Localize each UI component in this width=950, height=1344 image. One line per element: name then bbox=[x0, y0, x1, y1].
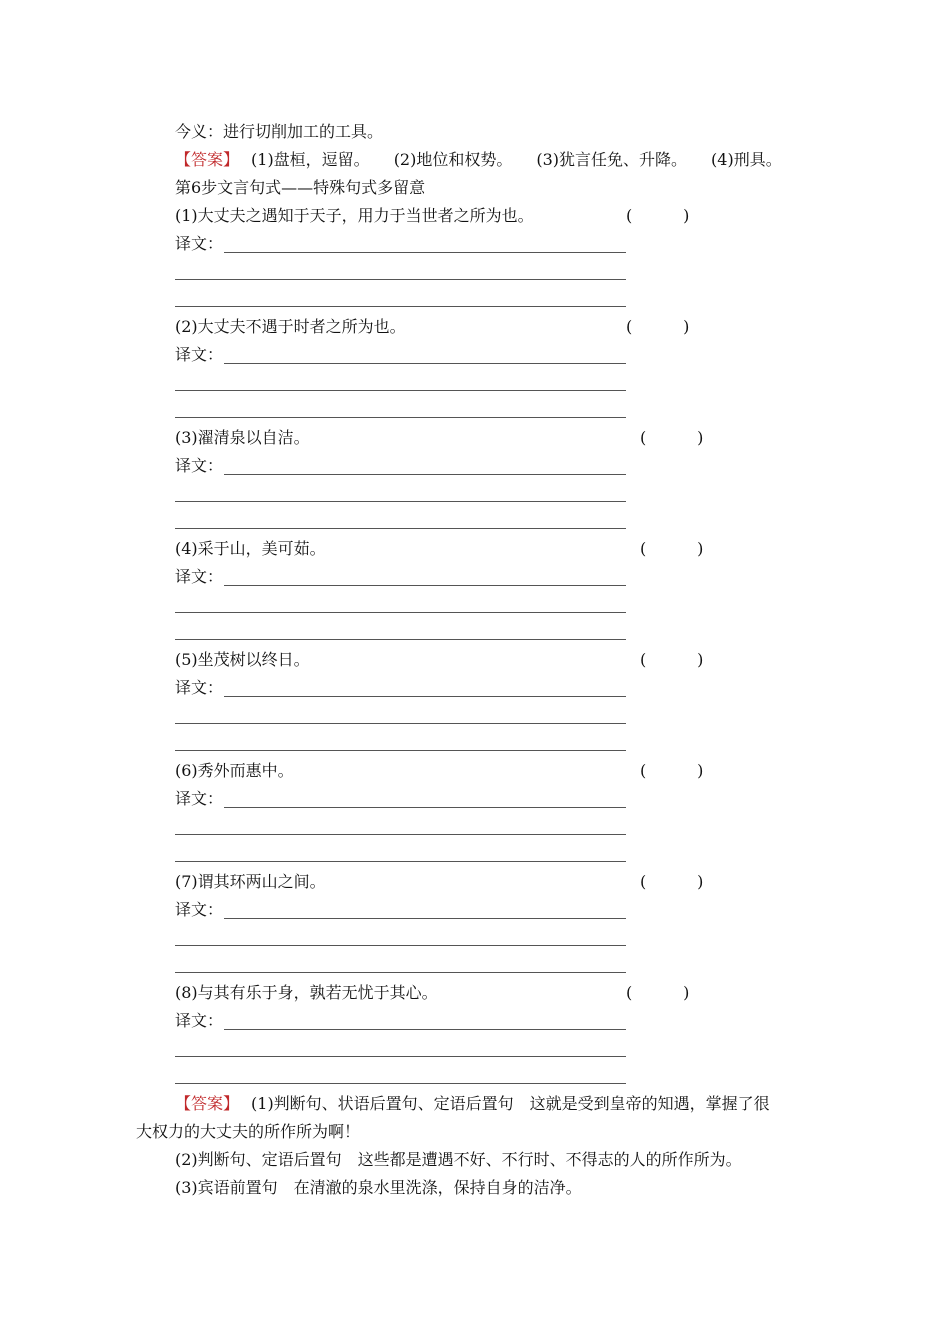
translate-label: 译文： bbox=[175, 678, 224, 697]
answer-item: (4)刑具。 bbox=[711, 150, 782, 169]
translation-line[interactable] bbox=[175, 861, 626, 862]
answer-block-2-line-3: (2)判断句、定语后置句 这些都是遭遇不好、不行时、不得志的人的所作所为。 bbox=[175, 1150, 742, 1169]
answer-item: (1)盘桓，逗留。 bbox=[251, 150, 370, 169]
translation-line[interactable] bbox=[175, 750, 626, 751]
translation-line[interactable] bbox=[175, 1083, 626, 1084]
question-4-text: (4)采于山，美可茹。 bbox=[175, 539, 326, 558]
question-6-answer-blank[interactable]: ( ) bbox=[640, 761, 704, 780]
question-8-text: (8)与其有乐于身，孰若无忧于其心。 bbox=[175, 983, 438, 1002]
translate-label: 译文： bbox=[175, 456, 224, 475]
translation-line[interactable] bbox=[175, 612, 626, 613]
translation-line[interactable] bbox=[224, 1029, 626, 1030]
answer-tag: 【答案】 bbox=[175, 150, 240, 169]
translation-line[interactable] bbox=[175, 417, 626, 418]
translation-line[interactable] bbox=[175, 834, 626, 835]
translate-label: 译文： bbox=[175, 900, 224, 919]
translation-line[interactable] bbox=[224, 474, 626, 475]
question-7-text: (7)谓其环两山之间。 bbox=[175, 872, 326, 891]
translate-label: 译文： bbox=[175, 234, 224, 253]
question-1-text: (1)大丈夫之遇知于天子，用力于当世者之所为也。 bbox=[175, 206, 534, 225]
answer-text: (1)判断句、状语后置句、定语后置句 这就是受到皇帝的知遇，掌握了很 bbox=[251, 1094, 770, 1113]
translation-line[interactable] bbox=[175, 945, 626, 946]
question-7-answer-blank[interactable]: ( ) bbox=[640, 872, 704, 891]
section-title: 第6步文言句式——特殊句式多留意 bbox=[175, 178, 426, 197]
translation-line[interactable] bbox=[175, 1056, 626, 1057]
intro-line: 今义：进行切削加工的工具。 bbox=[175, 122, 384, 141]
translation-line[interactable] bbox=[224, 585, 626, 586]
translation-line[interactable] bbox=[175, 306, 626, 307]
question-1-answer-blank[interactable]: ( ) bbox=[626, 206, 690, 225]
answer-block-2-line-2: 大权力的大丈夫的所作所为啊！ bbox=[136, 1122, 361, 1141]
translation-line[interactable] bbox=[175, 639, 626, 640]
translate-label: 译文： bbox=[175, 789, 224, 808]
translation-line[interactable] bbox=[175, 279, 626, 280]
question-4-answer-blank[interactable]: ( ) bbox=[640, 539, 704, 558]
translation-line[interactable] bbox=[224, 363, 626, 364]
question-2-text: (2)大丈夫不遇于时者之所为也。 bbox=[175, 317, 406, 336]
answer-block-2-line-1 bbox=[175, 1094, 770, 1114]
answer-block-2-line-4: (3)宾语前置句 在清澈的泉水里洗涤，保持自身的洁净。 bbox=[175, 1178, 582, 1197]
question-2-answer-blank[interactable]: ( ) bbox=[626, 317, 690, 336]
translation-line[interactable] bbox=[175, 723, 626, 724]
answer-item: (2)地位和权势。 bbox=[393, 150, 513, 169]
translation-line[interactable] bbox=[224, 918, 626, 919]
question-3-text: (3)濯清泉以自洁。 bbox=[175, 428, 310, 447]
question-6-text: (6)秀外而惠中。 bbox=[175, 761, 294, 780]
translation-line[interactable] bbox=[224, 696, 626, 697]
translate-label: 译文： bbox=[175, 1011, 224, 1030]
question-3-answer-blank[interactable]: ( ) bbox=[640, 428, 704, 447]
translation-line[interactable] bbox=[175, 528, 626, 529]
translate-label: 译文： bbox=[175, 567, 224, 586]
answer-block-1 bbox=[175, 150, 782, 170]
translation-line[interactable] bbox=[224, 807, 626, 808]
translate-label: 译文： bbox=[175, 345, 224, 364]
translation-line[interactable] bbox=[175, 501, 626, 502]
translation-line[interactable] bbox=[224, 252, 626, 253]
answer-tag: 【答案】 bbox=[175, 1094, 240, 1113]
translation-line[interactable] bbox=[175, 972, 626, 973]
question-5-answer-blank[interactable]: ( ) bbox=[640, 650, 704, 669]
question-5-text: (5)坐茂树以终日。 bbox=[175, 650, 310, 669]
translation-line[interactable] bbox=[175, 390, 626, 391]
answer-item: (3)犹言任免、升降。 bbox=[536, 150, 688, 169]
question-8-answer-blank[interactable]: ( ) bbox=[626, 983, 690, 1002]
